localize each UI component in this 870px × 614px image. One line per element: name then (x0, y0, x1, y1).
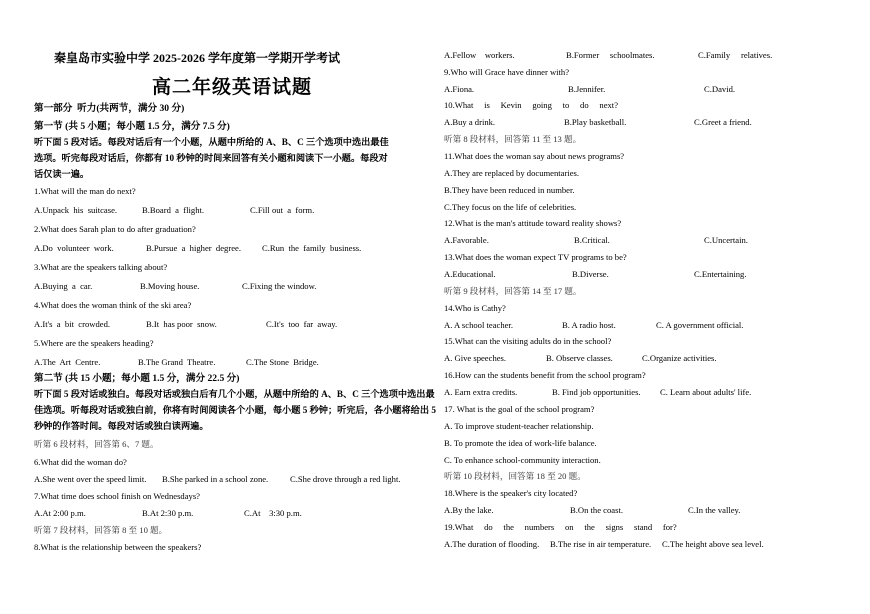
option-a: A.The duration of flooding. (444, 539, 540, 549)
option-a: A.Buy a drink. (444, 117, 496, 127)
option-b: B.Play basketball. (564, 117, 627, 127)
material-note: 听第 10 段材料，回答第 18 至 20 题。 (444, 471, 586, 481)
option-b: B. To promote the idea of work-life balance. (444, 438, 597, 448)
option-b: B.The Grand Theatre. (138, 357, 216, 367)
part1-title: 第一部分 听力(共两节，满分 30 分) (34, 103, 185, 114)
material-note: 听第 6 段材料，回答第 6、7 题。 (34, 439, 159, 449)
option-b: B. Observe classes. (546, 353, 613, 363)
option-c: C.At 3:30 p.m. (244, 508, 302, 518)
subject-title: 高二年级英语试题 (152, 77, 313, 98)
option-a: A.Educational. (444, 269, 496, 279)
option-c: C.In the valley. (688, 505, 741, 515)
option-b: B.Jennifer. (568, 84, 606, 94)
section1-instruction: 听下面 5 段对话。每段对话后有一个小题，从题中所给的 A、B、C 三个选项中选出最佳 (34, 137, 389, 147)
option-b: B.Moving house. (140, 281, 200, 291)
option-b: B.Board a flight. (142, 205, 205, 215)
material-note: 听第 9 段材料，回答第 14 至 17 题。 (444, 286, 582, 296)
question-text: 3.What are the speakers talking about? (34, 262, 168, 272)
option-a: A.Buying a car. (34, 281, 93, 291)
option-c: C.Organize activities. (642, 353, 717, 363)
option-b: B.The rise in air temperature. (550, 539, 652, 549)
option-b: B. A radio host. (562, 320, 616, 330)
option-b: B.Critical. (574, 235, 610, 245)
option-c: C.Run the family business. (262, 243, 362, 253)
option-c: C.Fixing the window. (242, 281, 317, 291)
option-c: C. Learn about adults' life. (660, 387, 752, 397)
option-a: A.Favorable. (444, 235, 489, 245)
option-a: A.She went over the speed limit. (34, 474, 147, 484)
option-a: A. Give speeches. (444, 353, 507, 363)
option-c: C.Family relatives. (698, 50, 773, 60)
option-b: B.Former schoolmates. (566, 50, 655, 60)
option-a: A.The Art Centre. (34, 357, 101, 367)
option-c: C.David. (704, 84, 736, 94)
option-b: B.On the coast. (570, 505, 623, 515)
option-b: B.Pursue a higher degree. (146, 243, 241, 253)
option-b: B.They have been reduced in number. (444, 185, 575, 195)
question-text: 5.Where are the speakers heading? (34, 338, 154, 348)
question-text: 4.What does the woman think of the ski area? (34, 300, 192, 310)
option-a: A.Unpack his suitcase. (34, 205, 118, 215)
section2-instruction: 佳选项。听每段对话或独白前，你将有时间阅读各个小题，每小题 5 秒钟；听完后，各小题将给出 5 (34, 405, 436, 415)
question-text: 8.What is the relationship between the speakers? (34, 542, 202, 552)
question-text: 16.How can the students benefit from the school program? (444, 370, 646, 380)
option-c: C.They focus on the life of celebrities. (444, 202, 577, 212)
question-text: 11.What does the woman say about news programs? (444, 151, 625, 161)
question-text: 10.What is Kevin going to do next? (444, 100, 619, 110)
option-c: C.Greet a friend. (694, 117, 752, 127)
option-c: C.Uncertain. (704, 235, 748, 245)
option-a: A.By the lake. (444, 505, 494, 515)
option-a: A.At 2:00 p.m. (34, 508, 86, 518)
option-a: A. Earn extra credits. (444, 387, 518, 397)
option-a: A. A school teacher. (444, 320, 513, 330)
question-text: 14.Who is Cathy? (444, 303, 506, 313)
question-text: 18.Where is the speaker's city located? (444, 488, 578, 498)
material-note: 听第 7 段材料，回答第 8 至 10 题。 (34, 525, 168, 535)
section2-instruction: 秒钟的作答时间。每段对话或独白读两遍。 (34, 421, 209, 431)
option-c: C.The height above sea level. (662, 539, 764, 549)
question-text: 1.What will the man do next? (34, 186, 136, 196)
question-text: 17. What is the goal of the school program? (444, 404, 595, 414)
option-c: C. A government official. (656, 320, 744, 330)
question-text: 2.What does Sarah plan to do after graduation? (34, 224, 196, 234)
question-text: 6.What did the woman do? (34, 457, 127, 467)
option-b: B.Diverse. (572, 269, 609, 279)
option-c: C.Fill out a form. (250, 205, 315, 215)
section1-instruction: 选项。听完每段对话后，你都有 10 秒钟的时间来回答有关小题和阅读下一小题。每段对 (34, 153, 388, 163)
school-title: 秦皇岛市实验中学 2025-2026 学年度第一学期开学考试 (54, 51, 340, 65)
option-b: B.She parked in a school zone. (162, 474, 269, 484)
option-b: B. Find job opportunities. (552, 387, 641, 397)
option-a: A.Do volunteer work. (34, 243, 114, 253)
option-c: C. To enhance school-community interaction. (444, 455, 601, 465)
section2-title: 第二节 (共 15 小题；每小题 1.5 分，满分 22.5 分) (34, 373, 240, 384)
option-a: A.It's a bit crowded. (34, 319, 111, 329)
option-c: C.The Stone Bridge. (246, 357, 319, 367)
question-text: 19.What do the numbers on the signs stand for? (444, 522, 677, 532)
section1-title: 第一节 (共 5 小题；每小题 1.5 分，满分 7.5 分) (34, 121, 230, 132)
question-text: 9.Who will Grace have dinner with? (444, 67, 570, 77)
option-c: C.Entertaining. (694, 269, 747, 279)
section1-instruction: 话仅读一遍。 (34, 169, 90, 179)
option-b: B.At 2:30 p.m. (142, 508, 194, 518)
option-c: C.It's too far away. (266, 319, 338, 329)
question-text: 13.What does the woman expect TV programs to be? (444, 252, 627, 262)
option-a: A.Fellow workers. (444, 50, 515, 60)
option-b: B.It has poor snow. (146, 319, 217, 329)
material-note: 听第 8 段材料，回答第 11 至 13 题。 (444, 134, 582, 144)
question-text: 7.What time does school finish on Wednesdays? (34, 491, 200, 501)
section2-instruction: 听下面 5 段对话或独白。每段对话或独白后有几个小题，从题中所给的 A、B、C 三个选项中选出最 (34, 389, 435, 399)
option-a: A.Fiona. (444, 84, 475, 94)
question-text: 15.What can the visiting adults do in the school? (444, 336, 612, 346)
option-a: A. To improve student-teacher relationship. (444, 421, 594, 431)
option-a: A.They are replaced by documentaries. (444, 168, 580, 178)
option-c: C.She drove through a red light. (290, 474, 401, 484)
question-text: 12.What is the man's attitude toward reality shows? (444, 218, 622, 228)
